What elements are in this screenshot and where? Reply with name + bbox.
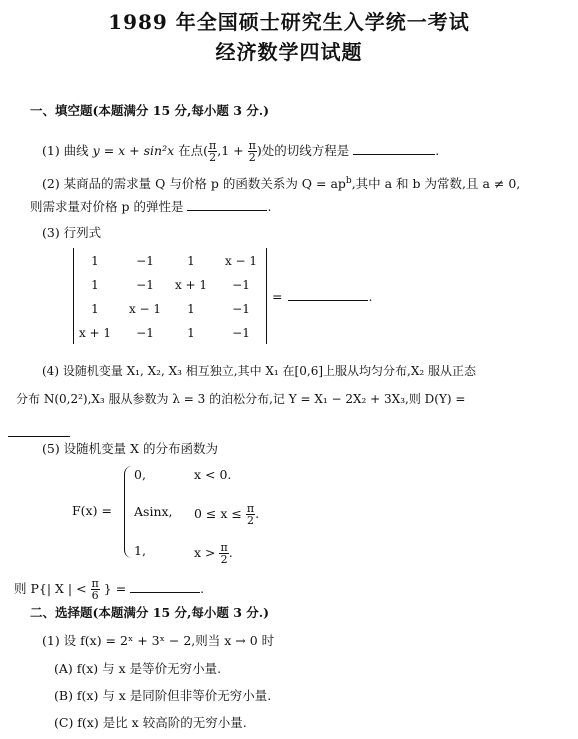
question-1-5: (5) 设随机变量 X 的分布函数为: [42, 441, 219, 456]
option-c: (C) f(x) 是比 x 较高阶的无穷小量.: [54, 715, 247, 730]
answer-blank-line: [8, 422, 70, 441]
case-3-condition: x > $\frac{\pi}{2}$ .: [194, 541, 233, 566]
distribution-function-label: F(x) =: [72, 503, 112, 518]
fraction: $\frac{\pi}{2}$: [246, 502, 255, 527]
matrix-cell: 1: [187, 302, 195, 316]
case-1-condition: x < 0.: [194, 467, 232, 482]
matrix-cell: 1: [187, 254, 195, 268]
fraction: $\frac{\pi}{6}$: [91, 577, 99, 602]
piecewise-brace: [124, 466, 133, 558]
case-2-value: Asinx,: [134, 504, 173, 519]
answer-blank: [8, 425, 70, 437]
fraction: $\frac{\pi}{2}$: [248, 139, 256, 164]
section1-heading: 一、填空题(本题满分 15 分,每小题 3 分.): [30, 103, 270, 118]
matrix-cell: x + 1: [174, 278, 208, 292]
question-1-2-cont: 则需求量对价格 p 的弹性是 .: [30, 199, 272, 214]
answer-blank: [130, 581, 200, 593]
determinant: [73, 248, 267, 344]
question-1-3: (3) 行列式: [42, 225, 102, 240]
answer-blank: [187, 199, 267, 211]
matrix-cell: 1: [187, 326, 195, 340]
question-1-1: (1) 曲线 y = x + sin²x 在点( $\frac{\pi}{2}$ ,1 + $\frac{\pi}{2}$ )处的切线方程是 .: [42, 139, 440, 164]
fraction: $\frac{\pi}{2}$: [209, 139, 217, 164]
case-1-value: 0,: [134, 467, 146, 482]
matrix-cell: −1: [136, 326, 154, 340]
matrix-cell: 1: [91, 278, 99, 292]
page-title: 1989 年全国硕士研究生入学统一考试: [108, 10, 470, 34]
question-1-4-cont: 分布 N(0,2²),X₃ 服从参数为 λ = 3 的泊松分布,记 Y = X₁ − 2X₂ + 3X₃,则 D(Y) =: [16, 392, 466, 406]
case-2-condition: 0 ≤ x ≤ $\frac{\pi}{2}$ .: [194, 502, 260, 527]
section2-heading: 二、选择题(本题满分 15 分,每小题 3 分.): [30, 605, 270, 620]
matrix-cell: −1: [232, 302, 250, 316]
matrix-cell: 1: [91, 254, 99, 268]
case-3-value: 1,: [134, 543, 146, 558]
answer-blank: [353, 143, 435, 155]
question-1-2: (2) 某商品的需求量 Q 与价格 p 的函数关系为 $Q = ap^b$,其中 a 和 b 为常数,且 a ≠ 0,: [42, 176, 521, 192]
option-b: (B) f(x) 与 x 是同阶但非等价无穷小量.: [54, 688, 272, 703]
fraction: $\frac{\pi}{2}$: [220, 541, 228, 566]
matrix-cell: x − 1: [128, 302, 162, 316]
matrix-cell: −1: [232, 278, 250, 292]
matrix-cell: −1: [232, 326, 250, 340]
option-a: (A) f(x) 与 x 是等价无穷小量.: [54, 661, 222, 676]
question-1-4: (4) 设随机变量 X₁, X₂, X₃ 相互独立,其中 X₁ 在[0,6]上服从均匀分布,X₂ 服从正态: [42, 364, 476, 378]
answer-blank: [288, 289, 368, 301]
question-2-1: (1) 设 f(x) = 2ˣ + 3ˣ − 2,则当 x → 0 时: [42, 633, 275, 648]
question-1-5-ask: 则 P{| X | < $\frac{\pi}{6}$ } = .: [14, 577, 205, 602]
determinant-equals: = .: [272, 289, 373, 304]
matrix-cell: x + 1: [78, 326, 112, 340]
curve-equation: y = x + sin²x: [92, 143, 175, 158]
page-subtitle: 经济数学四试题: [215, 40, 363, 64]
matrix-cell: x − 1: [224, 254, 258, 268]
matrix-cell: 1: [91, 302, 99, 316]
matrix-cell: −1: [136, 254, 154, 268]
matrix-cell: −1: [136, 278, 154, 292]
